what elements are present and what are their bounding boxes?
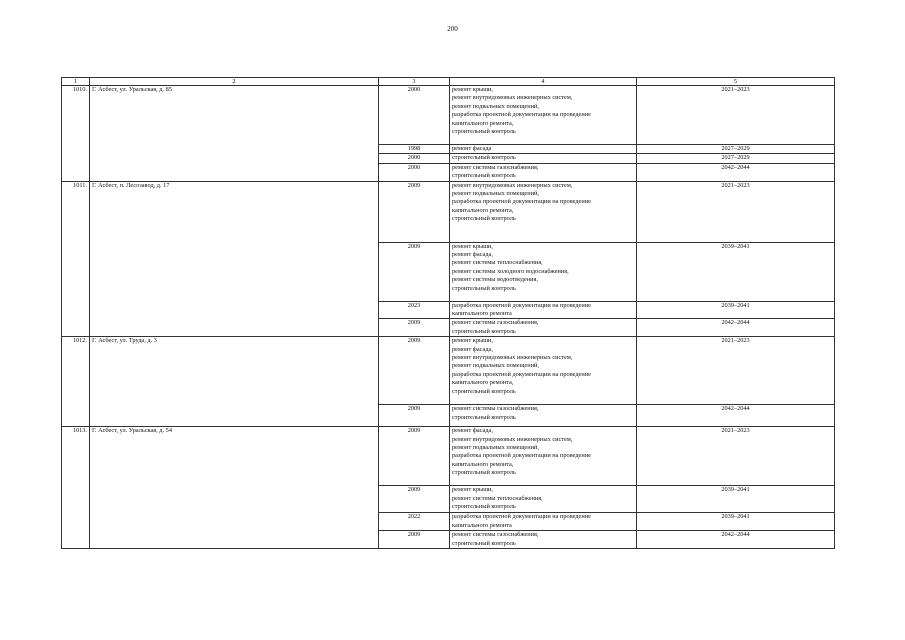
address-cell: Г. Асбест, п. Лесозавод, д. 17	[90, 181, 379, 337]
work-item: ремонт внутридомовых инженерных систем,	[452, 435, 573, 443]
period-cell: 2027–2029	[637, 154, 835, 163]
work-item: строительный контроль	[452, 154, 516, 162]
work-item: ремонт фасада	[452, 145, 492, 152]
work-item: строительный контроль	[452, 128, 516, 136]
work-item: разработка проектной документации на проведение	[452, 452, 591, 460]
work-item: разработка проектной документации на проведение	[452, 513, 591, 521]
year-cell: 2009	[379, 242, 450, 301]
work-item: капитального ремонта	[452, 310, 512, 318]
works-cell	[450, 405, 637, 427]
address-cell: Г. Асбест, ул. Труда, д. 3	[90, 337, 379, 427]
works-cell	[450, 531, 637, 549]
work-item: строительный контроль	[452, 284, 516, 292]
work-item: ремонт системы водоотведения,	[452, 276, 538, 284]
work-item: ремонт подвальных помещений,	[452, 444, 539, 452]
table-row	[62, 337, 835, 405]
year-cell: 2009	[379, 405, 450, 427]
table-row	[62, 427, 835, 486]
work-item: ремонт системы газоснабжения,	[452, 405, 539, 413]
work-item: ремонт подвальных помещений,	[452, 362, 539, 370]
work-item: строительный контроль	[452, 327, 516, 335]
year-cell: 2009	[379, 486, 450, 513]
work-item: капитального ремонта,	[452, 379, 514, 387]
entry-number: 1011.	[62, 181, 90, 337]
work-item: капитального ремонта,	[452, 460, 514, 468]
address-cell: Г. Асбест, ул. Уральская, д. 54	[90, 427, 379, 549]
work-item: ремонт крыши,	[452, 337, 494, 345]
work-item: разработка проектной документации на проведение	[452, 198, 591, 206]
works-cell	[450, 154, 637, 163]
period-cell: 2042–2044	[637, 531, 835, 549]
works-cell	[450, 513, 637, 531]
year-cell: 2022	[379, 513, 450, 531]
works-cell	[450, 486, 637, 513]
work-item: ремонт системы газоснабжения,	[452, 319, 539, 327]
works-cell	[450, 319, 637, 337]
year-cell: 2000	[379, 154, 450, 163]
year-cell: 2000	[379, 163, 450, 181]
work-item: ремонт крыши,	[452, 242, 494, 250]
works-cell	[450, 181, 637, 242]
work-item: строительный контроль	[452, 539, 516, 547]
period-cell: 2042–2044	[637, 405, 835, 427]
work-item: ремонт внутридомовых инженерных систем,	[452, 354, 573, 362]
work-item: разработка проектной документации на проведение	[452, 301, 591, 309]
period-cell: 2021–2023	[637, 337, 835, 405]
work-item: строительный контроль	[452, 215, 516, 223]
year-cell: 2009	[379, 427, 450, 486]
works-cell	[450, 427, 637, 486]
year-cell: 2009	[379, 181, 450, 242]
work-item: ремонт внутридомовых инженерных систем,	[452, 181, 573, 189]
repair-schedule-table	[61, 77, 835, 549]
table-row	[62, 181, 835, 242]
period-cell: 2042–2044	[637, 163, 835, 181]
work-item: ремонт фасада,	[452, 427, 493, 435]
header-row	[62, 78, 835, 86]
address-cell: Г. Асбест, ул. Уральская, д. 85	[90, 86, 379, 182]
period-cell: 2039–2041	[637, 513, 835, 531]
period-cell: 2042–2044	[637, 319, 835, 337]
work-item: ремонт системы теплоснабжения,	[452, 259, 543, 267]
work-item: строительный контроль	[452, 503, 516, 511]
column-header: 1	[62, 78, 90, 86]
work-item: разработка проектной документации на проведение	[452, 370, 591, 378]
column-header: 2	[90, 78, 379, 86]
entry-number: 1013.	[62, 427, 90, 549]
works-cell	[450, 163, 637, 181]
work-item: капитального ремонта	[452, 521, 512, 529]
works-cell	[450, 242, 637, 301]
year-cell: 1998	[379, 145, 450, 154]
year-cell: 2009	[379, 531, 450, 549]
period-cell: 2039–2041	[637, 301, 835, 319]
work-item: строительный контроль	[452, 172, 516, 180]
year-cell: 2023	[379, 301, 450, 319]
work-item: ремонт системы газоснабжения,	[452, 163, 539, 171]
works-cell	[450, 86, 637, 145]
period-cell: 2039–2041	[637, 486, 835, 513]
work-item: строительный контроль	[452, 413, 516, 421]
entry-number: 1010.	[62, 86, 90, 182]
work-item: ремонт крыши,	[452, 86, 494, 93]
column-header: 3	[379, 78, 450, 86]
year-cell: 2009	[379, 337, 450, 405]
year-cell: 2000	[379, 86, 450, 145]
entry-number: 1012.	[62, 337, 90, 427]
work-item: ремонт подвальных помещений,	[452, 102, 539, 110]
works-cell	[450, 301, 637, 319]
work-item: капитального ремонта,	[452, 206, 514, 214]
work-item: ремонт системы теплоснабжения,	[452, 494, 543, 502]
column-header: 4	[450, 78, 637, 86]
year-cell: 2009	[379, 319, 450, 337]
period-cell: 2021–2023	[637, 181, 835, 242]
page-number: 200	[447, 25, 458, 33]
work-item: строительный контроль	[452, 469, 516, 477]
work-item: ремонт внутридомовых инженерных систем,	[452, 94, 573, 102]
work-item: ремонт подвальных помещений,	[452, 190, 539, 198]
work-item: ремонт системы газоснабжения,	[452, 531, 539, 539]
work-item: ремонт системы холодного водоснабжения,	[452, 267, 569, 275]
period-cell: 2021–2023	[637, 86, 835, 145]
column-header: 5	[637, 78, 835, 86]
work-item: капитального ремонта,	[452, 119, 514, 127]
table-row	[62, 86, 835, 145]
works-cell	[450, 145, 637, 154]
work-item: ремонт фасада,	[452, 251, 493, 259]
work-item: разработка проектной документации на проведение	[452, 111, 591, 119]
period-cell: 2027–2029	[637, 145, 835, 154]
work-item: ремонт фасада,	[452, 345, 493, 353]
work-item: ремонт крыши,	[452, 486, 494, 494]
period-cell: 2039–2041	[637, 242, 835, 301]
period-cell: 2021–2023	[637, 427, 835, 486]
work-item: строительный контроль	[452, 387, 516, 395]
works-cell	[450, 337, 637, 405]
